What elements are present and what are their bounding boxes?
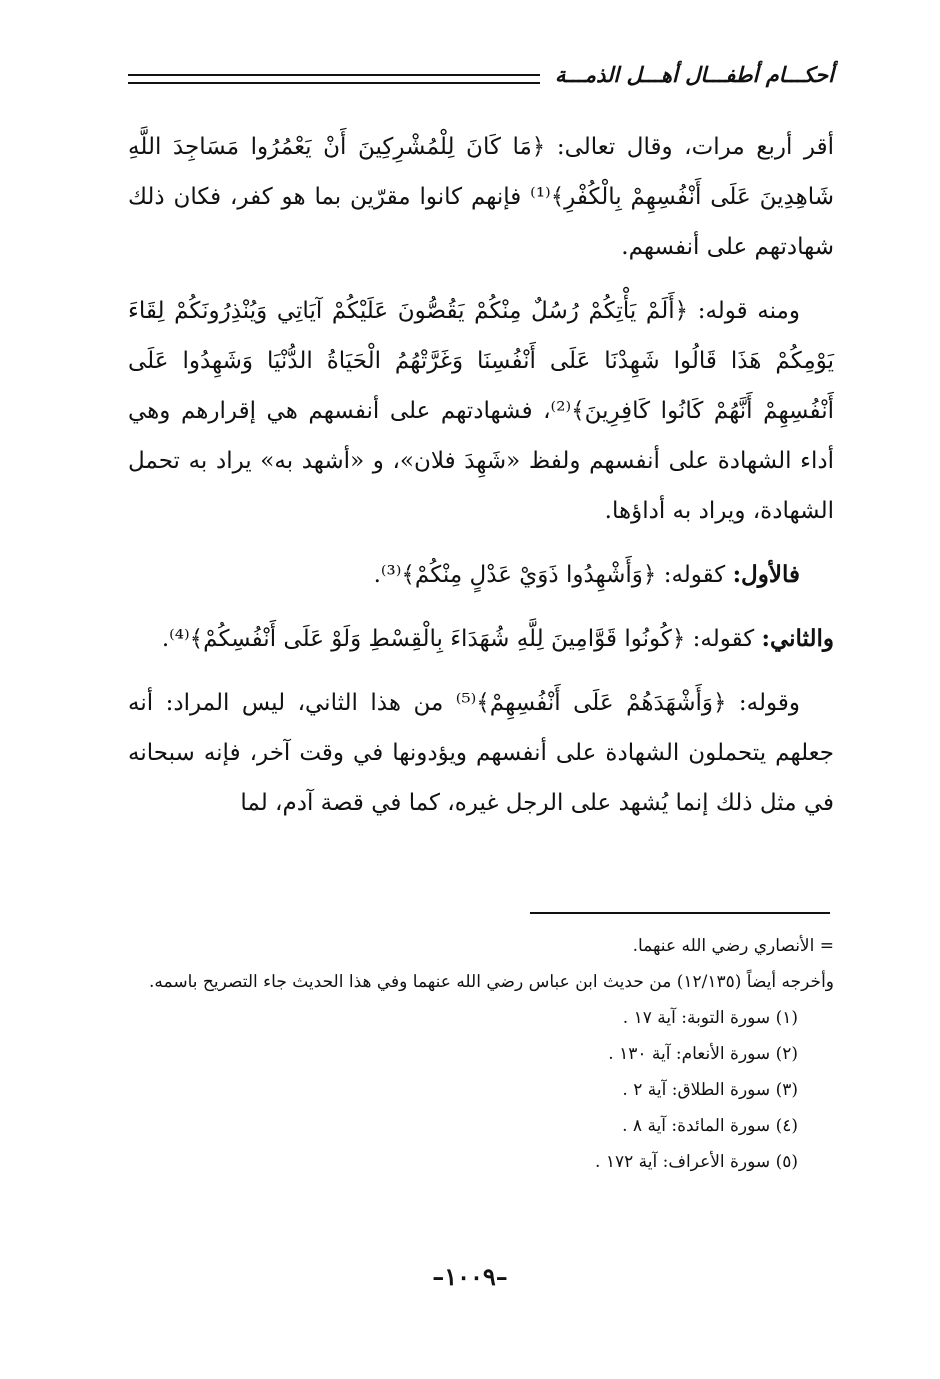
paragraph-4 bbox=[128, 614, 834, 664]
page-number: –١٠٠٩– bbox=[432, 1262, 508, 1291]
footnote-item: (١) سورة التوبة: آية ١٧ . bbox=[622, 1008, 798, 1028]
footnote-item: (٢) سورة الأنعام: آية ١٣٠ . bbox=[608, 1044, 798, 1064]
header-rule-top bbox=[128, 74, 540, 76]
paragraph-3-text: كقوله: ﴿وَأَشْهِدُوا ذَوَيْ عَدْلٍ مِنْكُمْ﴾⁽³⁾. bbox=[373, 562, 726, 588]
paragraph-3 bbox=[128, 550, 834, 600]
footnote-item: (٤) سورة المائدة: آية ٨ . bbox=[622, 1116, 798, 1136]
footnote-continued: = الأنصاري رضي الله عنهما. bbox=[632, 936, 834, 956]
footnote-item: (٥) سورة الأعراف: آية ١٧٢ . bbox=[595, 1152, 798, 1172]
header-rule-bottom bbox=[128, 82, 540, 84]
header-title: أحكـــام أطفـــال أهـــل الذمـــة bbox=[555, 62, 834, 87]
main-text bbox=[128, 122, 834, 842]
footnote-separator bbox=[530, 912, 830, 914]
paragraph-4-lead: والثاني: bbox=[761, 625, 834, 652]
paragraph-4-text: كقوله: ﴿كُونُوا قَوَّامِينَ لِلَّهِ شُهَدَاءَ بِالْقِسْطِ وَلَوْ عَلَى أَنْفُسِكُمْ﴾⁽⁴⁾. bbox=[161, 626, 755, 652]
paragraph-3-lead: فالأول: bbox=[732, 561, 800, 588]
paragraph-1: أقر أربع مرات، وقال تعالى: ﴿مَا كَانَ لِلْمُشْرِكِينَ أَنْ يَعْمُرُوا مَسَاجِدَ اللَّهِ شَاهِدِينَ عَلَى أَنْفُسِهِمْ بِالْكُفْرِ﴾⁽¹⁾ فإنهم كانوا مقرّين بما هو كفر، فكان ذلك شهادتهم على أنفسهم. bbox=[128, 134, 834, 260]
running-header bbox=[128, 60, 834, 94]
paragraph-5: وقوله: ﴿وَأَشْهَدَهُمْ عَلَى أَنْفُسِهِمْ﴾⁽⁵⁾ من هذا الثاني، ليس المراد: أنه جعلهم يتحملون الشهادة على أنفسهم ويؤدونها في وقت آخر، فإنه سبحانه في مثل ذلك إنما يُشهد على الرجل غيره، كما في قصة آدم، لما bbox=[128, 690, 834, 816]
footnotes bbox=[128, 928, 834, 1180]
footnote-item: (٣) سورة الطلاق: آية ٢ . bbox=[622, 1080, 798, 1100]
paragraph-2: ومنه قوله: ﴿أَلَمْ يَأْتِكُمْ رُسُلٌ مِنْكُمْ يَقُصُّونَ عَلَيْكُمْ آيَاتِي وَيُنْذِرُونَكُمْ لِقَاءَ يَوْمِكُمْ هَذَا قَالُوا شَهِدْنَا عَلَى أَنْفُسِنَا وَغَرَّتْهُمُ الْحَيَاةُ الدُّنْيَا وَشَهِدُوا عَلَى أَنْفُسِهِمْ أَنَّهُمْ كَانُوا كَافِرِينَ﴾⁽²⁾، فشهادتهم على أنفسهم هي إقرارهم وهي أداء الشهادة على أنفسهم ولفظ «شَهِدَ فلان»، و «أشهد به» يراد به تحمل الشهادة، ويراد به أداؤها. bbox=[128, 298, 834, 524]
footnote-extra: وأخرجه أيضاً (١٢/١٣٥) من حديث ابن عباس رضي الله عنهما وفي هذا الحديث جاء التصريح باسمه. bbox=[148, 972, 834, 992]
